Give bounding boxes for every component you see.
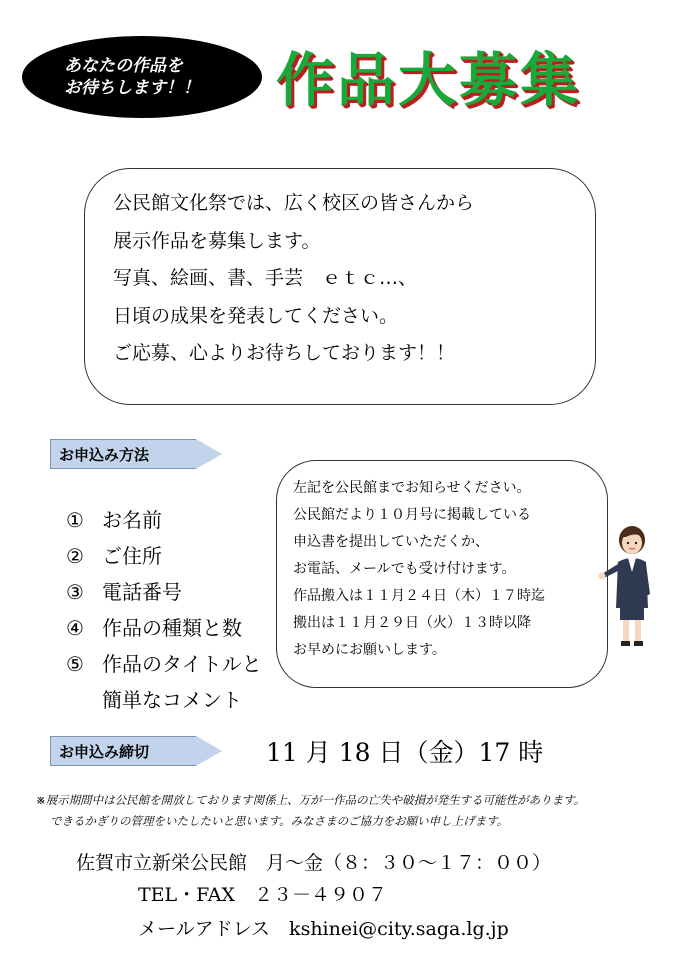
apply-method-label-text: お申込み方法: [50, 439, 196, 469]
note-line: 搬出は１１月２９日（火）１３時以降: [293, 615, 531, 631]
step-text: 作品の種類と数: [102, 616, 242, 640]
step-text: お名前: [102, 508, 162, 532]
step-text: ご住所: [102, 544, 162, 568]
intro-line: ご応募、心よりお待ちしております！！: [113, 342, 456, 364]
step-number: ②: [66, 544, 84, 568]
intro-line: 公民館文化祭では、広く校区の皆さんから: [113, 192, 475, 214]
disclaimer: [36, 790, 585, 832]
note-line: 公民館だより１０月号に掲載している: [293, 507, 531, 523]
contact-office-hours: 佐賀市立新栄公民館 月～金（８：３０～１７：００）: [76, 852, 552, 874]
step-number: ③: [66, 580, 84, 604]
arrow-right-icon: [196, 439, 222, 469]
step-number: ①: [66, 508, 84, 532]
badge-line-2: お待ちします！！: [64, 78, 200, 98]
note-line: お早めにお願いします。: [293, 642, 446, 658]
deadline-label-text: お申込み締切: [50, 736, 196, 766]
disclaimer-line-1: ※展示期間中は公民館を開放しております関係上、万が一作品の亡失や破損が発生する可能性があります。: [36, 793, 586, 807]
apply-steps-list: [66, 502, 262, 718]
step-number: [66, 682, 102, 718]
list-item: [66, 538, 262, 574]
note-line: 作品搬入は１１月２４日（木）１７時迄: [293, 588, 545, 604]
step-text: 電話番号: [102, 580, 182, 604]
intro-line: 日頃の成果を発表してください。: [113, 304, 399, 327]
badge-line-1: あなたの作品を: [64, 56, 183, 76]
arrow-right-icon: [196, 736, 222, 766]
list-item: [66, 610, 262, 646]
header-badge: [22, 36, 262, 118]
list-item: [66, 682, 262, 718]
step-text: 簡単なコメント: [102, 688, 242, 712]
list-item: [66, 646, 262, 682]
list-item: [66, 502, 262, 538]
intro-line: 展示作品を募集します。: [113, 229, 321, 252]
contact-info: [76, 848, 551, 946]
list-item: [66, 574, 262, 610]
step-number: ⑤: [66, 652, 84, 676]
page-title: 作品大募集: [276, 46, 582, 114]
step-number: ④: [66, 616, 84, 640]
contact-email: メールアドレス kshinei@city.saga.lg.jp: [138, 918, 509, 940]
staff-woman-illustration: [596, 520, 662, 650]
deadline-date: 11 月 18 日（金）17 時: [266, 738, 544, 767]
step-text: 作品のタイトルと: [102, 652, 262, 676]
deadline-label: [50, 736, 222, 766]
note-line: 左記を公民館までお知らせください。: [293, 480, 531, 496]
contact-phone-fax: TEL・FAX ２３－４９０７: [138, 884, 387, 906]
apply-method-label: [50, 439, 222, 469]
intro-line: 写真、絵画、書、手芸 ｅｔｃ…、: [113, 267, 418, 289]
note-line: お電話、メールでも受け付けます。: [293, 561, 516, 577]
intro-callout: [84, 168, 596, 405]
note-callout: [276, 460, 608, 688]
note-line: 申込書を提出していただくか、: [293, 534, 489, 550]
disclaimer-line-2: できるかぎりの管理をいたしたいと思います。みなさまのご協力をお願い申し上げます。: [50, 814, 509, 828]
